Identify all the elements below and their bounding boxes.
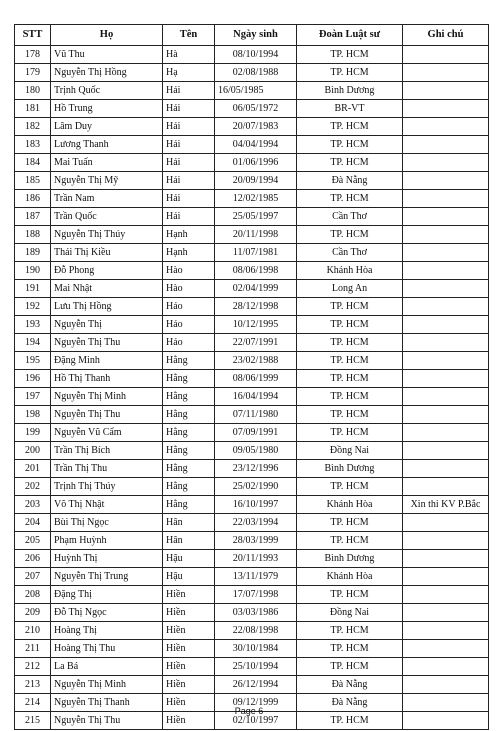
cell-doan-luat-su: TP. HCM — [297, 658, 403, 676]
cell-doan-luat-su: TP. HCM — [297, 424, 403, 442]
cell-ngay-sinh: 02/08/1988 — [215, 64, 297, 82]
cell-stt: 211 — [15, 640, 51, 658]
cell-ho: Nguyễn Thị Minh — [51, 388, 163, 406]
cell-ghi-chu — [403, 640, 489, 658]
cell-ghi-chu — [403, 586, 489, 604]
cell-ten: Hằng — [163, 460, 215, 478]
cell-ghi-chu — [403, 208, 489, 226]
cell-ghi-chu — [403, 190, 489, 208]
cell-ghi-chu — [403, 424, 489, 442]
cell-ghi-chu — [403, 262, 489, 280]
cell-ngay-sinh: 16/10/1997 — [215, 496, 297, 514]
table-row — [15, 118, 489, 136]
table-row — [15, 586, 489, 604]
cell-doan-luat-su: TP. HCM — [297, 334, 403, 352]
cell-ten: Hải — [163, 82, 215, 100]
cell-stt: 200 — [15, 442, 51, 460]
cell-stt: 187 — [15, 208, 51, 226]
cell-doan-luat-su: BR-VT — [297, 100, 403, 118]
cell-ho: Lưu Thị Hồng — [51, 298, 163, 316]
cell-ho: La Bá — [51, 658, 163, 676]
cell-stt: 210 — [15, 622, 51, 640]
cell-doan-luat-su: Đồng Nai — [297, 604, 403, 622]
cell-doan-luat-su: TP. HCM — [297, 64, 403, 82]
cell-ho: Mai Tuấn — [51, 154, 163, 172]
cell-stt: 209 — [15, 604, 51, 622]
cell-stt: 196 — [15, 370, 51, 388]
cell-ghi-chu — [403, 514, 489, 532]
cell-ten: Hiền — [163, 622, 215, 640]
cell-ghi-chu — [403, 352, 489, 370]
cell-ghi-chu — [403, 100, 489, 118]
cell-ngay-sinh: 20/09/1994 — [215, 172, 297, 190]
cell-ho: Đỗ Thị Ngọc — [51, 604, 163, 622]
table-row — [15, 100, 489, 118]
cell-ngay-sinh: 20/07/1983 — [215, 118, 297, 136]
cell-stt: 212 — [15, 658, 51, 676]
cell-doan-luat-su: TP. HCM — [297, 46, 403, 64]
table-row — [15, 46, 489, 64]
cell-stt: 207 — [15, 568, 51, 586]
table-row — [15, 316, 489, 334]
cell-doan-luat-su: TP. HCM — [297, 640, 403, 658]
cell-ngay-sinh: 16/05/1985 — [215, 82, 297, 100]
cell-ten: Hào — [163, 262, 215, 280]
cell-ho: Đỗ Phong — [51, 262, 163, 280]
cell-ghi-chu — [403, 334, 489, 352]
table-row — [15, 352, 489, 370]
cell-doan-luat-su: Khánh Hòa — [297, 496, 403, 514]
cell-ngay-sinh: 23/02/1988 — [215, 352, 297, 370]
cell-ten: Hảo — [163, 334, 215, 352]
cell-doan-luat-su: Long An — [297, 280, 403, 298]
cell-stt: 185 — [15, 172, 51, 190]
table-row — [15, 604, 489, 622]
cell-ho: Đặng Thị — [51, 586, 163, 604]
cell-ten: Hằng — [163, 478, 215, 496]
cell-doan-luat-su: TP. HCM — [297, 352, 403, 370]
cell-ghi-chu — [403, 370, 489, 388]
cell-ghi-chu — [403, 244, 489, 262]
header-doan-luat-su: Đoàn Luật sư — [297, 25, 403, 46]
cell-ten: Hậu — [163, 568, 215, 586]
cell-ngay-sinh: 26/12/1994 — [215, 676, 297, 694]
cell-ten: Hảo — [163, 298, 215, 316]
cell-ngay-sinh: 09/12/1999 — [215, 694, 297, 712]
cell-stt: 197 — [15, 388, 51, 406]
table-row — [15, 406, 489, 424]
cell-stt: 190 — [15, 262, 51, 280]
cell-ngay-sinh: 02/10/1997 — [215, 712, 297, 730]
table-row — [15, 244, 489, 262]
table-header-row — [15, 25, 489, 46]
cell-ho: Võ Thị Nhật — [51, 496, 163, 514]
cell-ngay-sinh: 22/07/1991 — [215, 334, 297, 352]
cell-ho: Nguyễn Thị Mỹ — [51, 172, 163, 190]
table-row — [15, 280, 489, 298]
cell-ghi-chu — [403, 118, 489, 136]
cell-ngay-sinh: 07/11/1980 — [215, 406, 297, 424]
cell-ho: Trần Quốc — [51, 208, 163, 226]
cell-ngay-sinh: 08/06/1999 — [215, 370, 297, 388]
cell-ho: Trần Thị Thu — [51, 460, 163, 478]
cell-ngay-sinh: 04/04/1994 — [215, 136, 297, 154]
cell-ten: Hằng — [163, 406, 215, 424]
table-row — [15, 208, 489, 226]
cell-stt: 181 — [15, 100, 51, 118]
table-body — [15, 46, 489, 730]
cell-ho: Nguyễn Thị Thanh — [51, 694, 163, 712]
cell-doan-luat-su: Bình Dương — [297, 550, 403, 568]
cell-ghi-chu — [403, 676, 489, 694]
table-row — [15, 424, 489, 442]
cell-ho: Bùi Thị Ngọc — [51, 514, 163, 532]
cell-ghi-chu — [403, 46, 489, 64]
cell-ngay-sinh: 20/11/1998 — [215, 226, 297, 244]
table-row — [15, 550, 489, 568]
cell-stt: 178 — [15, 46, 51, 64]
cell-ghi-chu — [403, 460, 489, 478]
cell-doan-luat-su: TP. HCM — [297, 226, 403, 244]
cell-ngay-sinh: 06/05/1972 — [215, 100, 297, 118]
cell-ten: Hạ — [163, 64, 215, 82]
cell-ten: Hằng — [163, 388, 215, 406]
cell-stt: 203 — [15, 496, 51, 514]
cell-ten: Hằng — [163, 442, 215, 460]
table-row — [15, 388, 489, 406]
cell-ghi-chu — [403, 64, 489, 82]
cell-ho: Nguyễn Thị Minh — [51, 676, 163, 694]
cell-ho: Vũ Thu — [51, 46, 163, 64]
cell-ngay-sinh: 08/10/1994 — [215, 46, 297, 64]
cell-ngay-sinh: 20/11/1993 — [215, 550, 297, 568]
cell-doan-luat-su: TP. HCM — [297, 622, 403, 640]
page-number: Page 6 — [234, 706, 264, 716]
table-row — [15, 676, 489, 694]
cell-doan-luat-su: TP. HCM — [297, 190, 403, 208]
cell-ngay-sinh: 25/10/1994 — [215, 658, 297, 676]
cell-ho: Phạm Huỳnh — [51, 532, 163, 550]
cell-ten: Hậu — [163, 550, 215, 568]
cell-stt: 213 — [15, 676, 51, 694]
table-row — [15, 298, 489, 316]
cell-ngay-sinh: 17/07/1998 — [215, 586, 297, 604]
cell-ho: Hoàng Thị Thu — [51, 640, 163, 658]
cell-ngay-sinh: 10/12/1995 — [215, 316, 297, 334]
header-ho: Họ — [51, 25, 163, 46]
cell-doan-luat-su: TP. HCM — [297, 388, 403, 406]
cell-stt: 192 — [15, 298, 51, 316]
table-row — [15, 226, 489, 244]
cell-ho: Nguyễn Thị Thu — [51, 334, 163, 352]
cell-doan-luat-su: Khánh Hòa — [297, 568, 403, 586]
cell-ghi-chu — [403, 604, 489, 622]
cell-ten: Hằng — [163, 352, 215, 370]
table-row — [15, 82, 489, 100]
cell-ngay-sinh: 11/07/1981 — [215, 244, 297, 262]
table-row — [15, 190, 489, 208]
table-row — [15, 568, 489, 586]
cell-ten: Hảo — [163, 316, 215, 334]
cell-ghi-chu — [403, 154, 489, 172]
cell-doan-luat-su: TP. HCM — [297, 118, 403, 136]
cell-ho: Hồ Thị Thanh — [51, 370, 163, 388]
cell-doan-luat-su: Đà Nẵng — [297, 172, 403, 190]
cell-stt: 186 — [15, 190, 51, 208]
cell-ten: Hằng — [163, 496, 215, 514]
cell-ho: Đặng Minh — [51, 352, 163, 370]
cell-ho: Trần Thị Bích — [51, 442, 163, 460]
cell-ghi-chu — [403, 388, 489, 406]
table-row — [15, 478, 489, 496]
cell-ten: Hằng — [163, 424, 215, 442]
cell-ho: Trịnh Thị Thúy — [51, 478, 163, 496]
cell-stt: 188 — [15, 226, 51, 244]
table-row — [15, 514, 489, 532]
cell-ten: Hải — [163, 136, 215, 154]
header-ghi-chu: Ghi chú — [403, 25, 489, 46]
cell-ghi-chu — [403, 406, 489, 424]
cell-ghi-chu — [403, 478, 489, 496]
cell-doan-luat-su: Bình Dương — [297, 82, 403, 100]
cell-ngay-sinh: 12/02/1985 — [215, 190, 297, 208]
cell-stt: 193 — [15, 316, 51, 334]
cell-doan-luat-su: TP. HCM — [297, 316, 403, 334]
cell-ngay-sinh: 25/05/1997 — [215, 208, 297, 226]
cell-ghi-chu — [403, 568, 489, 586]
cell-stt: 182 — [15, 118, 51, 136]
cell-ngay-sinh: 28/03/1999 — [215, 532, 297, 550]
cell-doan-luat-su: Đà Nẵng — [297, 694, 403, 712]
cell-doan-luat-su: Cần Thơ — [297, 208, 403, 226]
cell-doan-luat-su: TP. HCM — [297, 712, 403, 730]
cell-ngay-sinh: 08/06/1998 — [215, 262, 297, 280]
cell-ho: Nguyễn Thị Trung — [51, 568, 163, 586]
cell-ngay-sinh: 23/12/1996 — [215, 460, 297, 478]
cell-doan-luat-su: TP. HCM — [297, 154, 403, 172]
table-row — [15, 370, 489, 388]
cell-ten: Hải — [163, 172, 215, 190]
cell-ten: Hải — [163, 154, 215, 172]
cell-stt: 204 — [15, 514, 51, 532]
cell-ten: Hân — [163, 514, 215, 532]
cell-ghi-chu: Xin thi KV P.Bắc — [403, 496, 489, 514]
cell-doan-luat-su: TP. HCM — [297, 514, 403, 532]
cell-ten: Hải — [163, 190, 215, 208]
cell-stt: 215 — [15, 712, 51, 730]
cell-stt: 184 — [15, 154, 51, 172]
cell-ghi-chu — [403, 532, 489, 550]
cell-stt: 206 — [15, 550, 51, 568]
cell-doan-luat-su: Bình Dương — [297, 460, 403, 478]
cell-ten: Hạnh — [163, 244, 215, 262]
cell-ngay-sinh: 02/04/1999 — [215, 280, 297, 298]
cell-doan-luat-su: Đà Nẵng — [297, 676, 403, 694]
cell-ghi-chu — [403, 550, 489, 568]
header-ngay-sinh: Ngày sinh — [215, 25, 297, 46]
table-row — [15, 64, 489, 82]
header-stt: STT — [15, 25, 51, 46]
cell-ten: Hiền — [163, 712, 215, 730]
table-row — [15, 460, 489, 478]
cell-ten: Hải — [163, 208, 215, 226]
table-row — [15, 496, 489, 514]
cell-ngay-sinh: 03/03/1986 — [215, 604, 297, 622]
cell-ghi-chu — [403, 442, 489, 460]
cell-ngay-sinh: 25/02/1990 — [215, 478, 297, 496]
cell-stt: 201 — [15, 460, 51, 478]
cell-doan-luat-su: Khánh Hòa — [297, 262, 403, 280]
cell-ngay-sinh: 09/05/1980 — [215, 442, 297, 460]
cell-ho: Hoàng Thị — [51, 622, 163, 640]
cell-ngay-sinh: 13/11/1979 — [215, 568, 297, 586]
table-row — [15, 658, 489, 676]
table-row — [15, 622, 489, 640]
cell-ten: Hiền — [163, 586, 215, 604]
cell-ten: Hân — [163, 532, 215, 550]
cell-ho: Thái Thị Kiều — [51, 244, 163, 262]
cell-ho: Lâm Duy — [51, 118, 163, 136]
cell-ghi-chu — [403, 280, 489, 298]
cell-ten: Hiền — [163, 658, 215, 676]
cell-doan-luat-su: TP. HCM — [297, 136, 403, 154]
cell-ho: Lương Thanh — [51, 136, 163, 154]
lawyer-roster-table — [14, 24, 489, 730]
cell-ghi-chu — [403, 82, 489, 100]
cell-doan-luat-su: TP. HCM — [297, 370, 403, 388]
cell-ten: Hải — [163, 118, 215, 136]
cell-ten: Hiền — [163, 640, 215, 658]
table-row — [15, 640, 489, 658]
cell-ho: Hồ Trung — [51, 100, 163, 118]
cell-stt: 205 — [15, 532, 51, 550]
cell-stt: 189 — [15, 244, 51, 262]
cell-doan-luat-su: Đồng Nai — [297, 442, 403, 460]
cell-ho: Nguyễn Thị Thu — [51, 712, 163, 730]
table-row — [15, 532, 489, 550]
cell-ngay-sinh: 22/08/1998 — [215, 622, 297, 640]
cell-ho: Nguyễn Vũ Cẩm — [51, 424, 163, 442]
table-row — [15, 136, 489, 154]
cell-doan-luat-su: TP. HCM — [297, 406, 403, 424]
cell-doan-luat-su: TP. HCM — [297, 298, 403, 316]
table-row — [15, 334, 489, 352]
cell-ngay-sinh: 22/03/1994 — [215, 514, 297, 532]
cell-stt: 180 — [15, 82, 51, 100]
cell-doan-luat-su: Cần Thơ — [297, 244, 403, 262]
cell-ho: Nguyễn Thị Thu — [51, 406, 163, 424]
cell-ten: Hà — [163, 46, 215, 64]
cell-ghi-chu — [403, 316, 489, 334]
cell-stt: 214 — [15, 694, 51, 712]
cell-ho: Nguyễn Thị Hồng — [51, 64, 163, 82]
cell-stt: 183 — [15, 136, 51, 154]
table-row — [15, 262, 489, 280]
cell-ho: Nguyễn Thị Thúy — [51, 226, 163, 244]
cell-ten: Hiền — [163, 676, 215, 694]
header-ten: Tên — [163, 25, 215, 46]
table-row — [15, 172, 489, 190]
cell-ghi-chu — [403, 226, 489, 244]
cell-stt: 179 — [15, 64, 51, 82]
cell-ghi-chu — [403, 172, 489, 190]
cell-stt: 199 — [15, 424, 51, 442]
cell-ngay-sinh: 30/10/1984 — [215, 640, 297, 658]
cell-stt: 198 — [15, 406, 51, 424]
cell-ngay-sinh: 07/09/1991 — [215, 424, 297, 442]
cell-ghi-chu — [403, 658, 489, 676]
cell-doan-luat-su: TP. HCM — [297, 586, 403, 604]
cell-ho: Nguyễn Thị — [51, 316, 163, 334]
cell-ten: Hạnh — [163, 226, 215, 244]
cell-ten: Hải — [163, 100, 215, 118]
table-row — [15, 154, 489, 172]
cell-stt: 202 — [15, 478, 51, 496]
cell-ngay-sinh: 28/12/1998 — [215, 298, 297, 316]
cell-doan-luat-su: TP. HCM — [297, 532, 403, 550]
cell-ho: Huỳnh Thị — [51, 550, 163, 568]
cell-ngay-sinh: 16/04/1994 — [215, 388, 297, 406]
cell-stt: 194 — [15, 334, 51, 352]
cell-stt: 208 — [15, 586, 51, 604]
cell-ten: Hiền — [163, 604, 215, 622]
cell-ho: Mai Nhật — [51, 280, 163, 298]
cell-ten: Hào — [163, 280, 215, 298]
table-row — [15, 442, 489, 460]
cell-ngay-sinh: 01/06/1996 — [215, 154, 297, 172]
cell-ghi-chu — [403, 622, 489, 640]
cell-ghi-chu — [403, 136, 489, 154]
cell-doan-luat-su: TP. HCM — [297, 478, 403, 496]
cell-ho: Trịnh Quốc — [51, 82, 163, 100]
cell-stt: 191 — [15, 280, 51, 298]
cell-ten: Hằng — [163, 370, 215, 388]
cell-ten: Hiền — [163, 694, 215, 712]
cell-ghi-chu — [403, 298, 489, 316]
cell-stt: 195 — [15, 352, 51, 370]
cell-ho: Trần Nam — [51, 190, 163, 208]
